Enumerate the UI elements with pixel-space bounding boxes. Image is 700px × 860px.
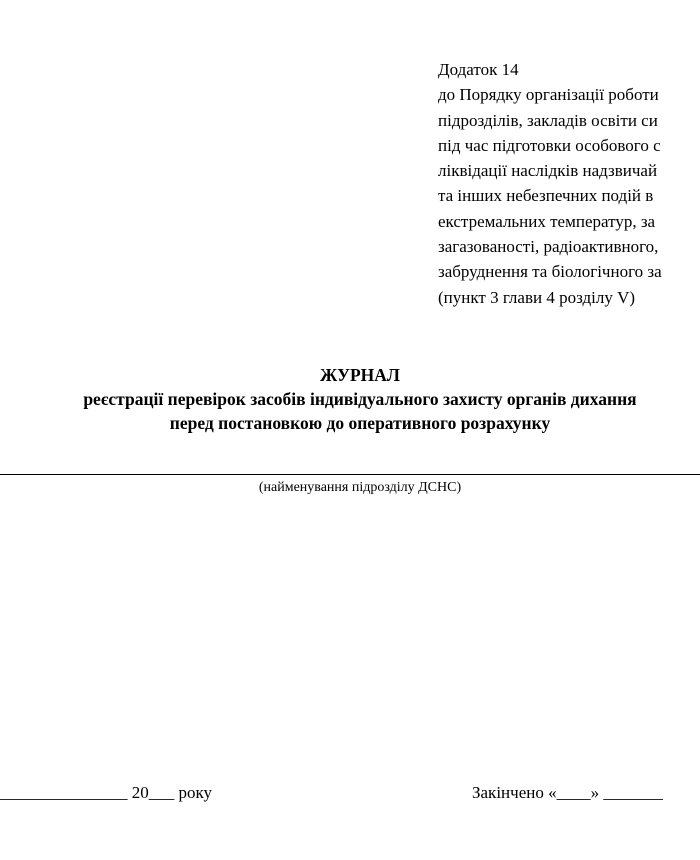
journal-subtitle-line-1: реєстрації перевірок засобів індивідуального захисту органів дихання [83, 389, 637, 409]
appendix-line: Додаток 14 [438, 60, 519, 79]
appendix-line: забруднення та біологічного за [438, 262, 662, 282]
appendix-line: екстремальних температур, за [438, 211, 656, 231]
unit-name-caption: (найменування підрозділу ДСНС) [258, 480, 462, 495]
appendix-line: до Порядку організації роботи [438, 85, 659, 105]
appendix-block [438, 57, 700, 310]
appendix-line: та інших небезпечних подій в [438, 186, 654, 206]
appendix-line: (пункт 3 глави 4 розділу V) [438, 287, 636, 307]
journal-heading [0, 363, 700, 435]
appendix-line: ліквідації наслідків надзвичай [438, 161, 658, 181]
journal-subtitle-line-2: перед постановкою до оперативного розрахунку [169, 413, 551, 433]
appendix-line: підрозділів, закладів освіти си [438, 110, 658, 130]
started-date-line: _______________ 20___ року [0, 783, 213, 802]
appendix-line: під час підготовки особового с [438, 135, 661, 155]
unit-name-underline [0, 474, 700, 475]
journal-title: ЖУРНАЛ [320, 365, 400, 385]
appendix-line: загазованості, радіоактивного, [438, 237, 659, 257]
finished-date-line: Закінчено «____» _______ [472, 783, 663, 802]
